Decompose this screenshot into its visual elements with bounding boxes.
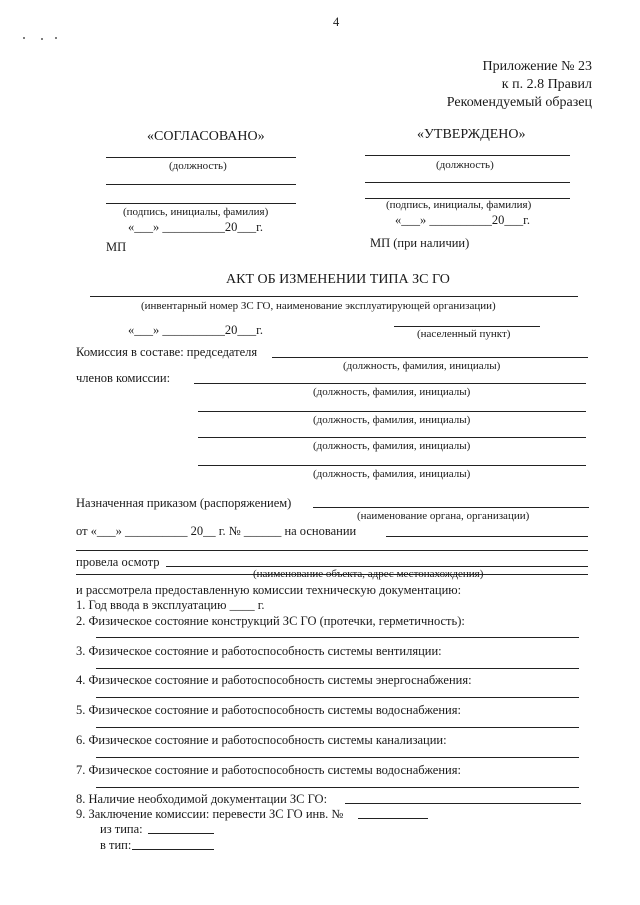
- item-7-line: [96, 787, 579, 788]
- member-line-1: [194, 383, 586, 384]
- item-9-line: [358, 818, 428, 819]
- approved-extra-line: [365, 182, 570, 183]
- item-4-line: [96, 697, 579, 698]
- to-type-line: [132, 849, 214, 850]
- page-number: 4: [333, 15, 340, 29]
- agreed-date: «___» __________20___г.: [128, 220, 263, 234]
- inventory-line: [90, 296, 578, 297]
- appendix-line-1: Приложение № 23: [482, 59, 592, 74]
- item-2: 2. Физическое состояние конструкций ЗС ГО (протечки, герметичность):: [76, 614, 465, 628]
- settlement-line: [394, 326, 540, 327]
- to-type-label: в тип:: [100, 838, 132, 852]
- member-caption-1: (должность, фамилия, инициалы): [313, 386, 471, 398]
- act-title: АКТ ОБ ИЗМЕНЕНИИ ТИПА ЗС ГО: [226, 272, 450, 287]
- item-8: 8. Наличие необходимой документации ЗС ГО:: [76, 792, 328, 806]
- scan-speck: [41, 38, 43, 40]
- item-1: 1. Год ввода в эксплуатацию ____ г.: [76, 598, 265, 612]
- reviewed-text: и рассмотрела предоставленную комиссии техническую документацию:: [76, 583, 462, 597]
- item-4: 4. Физическое состояние и работоспособность системы энергоснабжения:: [76, 673, 472, 687]
- from-type-label: из типа:: [100, 822, 143, 836]
- object-line: [166, 566, 588, 567]
- from-type-line: [148, 833, 214, 834]
- item-6: 6. Физическое состояние и работоспособность системы канализации:: [76, 733, 447, 747]
- order-caption: (наименование органа, организации): [357, 510, 530, 522]
- chair-line: [272, 357, 588, 358]
- member-caption-4: (должность, фамилия, инициалы): [313, 468, 471, 480]
- item-3: 3. Физическое состояние и работоспособность системы вентиляции:: [76, 644, 442, 658]
- members-label: членов комиссии:: [76, 371, 171, 385]
- appendix-line-3: Рекомендуемый образец: [446, 95, 592, 110]
- agreed-position-line: [106, 157, 296, 158]
- inventory-caption: (инвентарный номер ЗС ГО, наименование эксплуатирующей организации): [141, 300, 496, 312]
- approved-position-line: [365, 155, 570, 156]
- agreed-position-caption: (должность): [169, 160, 227, 172]
- approved-seal: МП (при наличии): [370, 236, 470, 250]
- approved-date: «___» __________20___г.: [395, 213, 530, 227]
- commission-label: Комиссия в составе: председателя: [76, 345, 258, 359]
- agreed-signature-caption: (подпись, инициалы, фамилия): [123, 206, 269, 218]
- object-caption: (наименование объекта, адрес местонахождения): [253, 568, 484, 580]
- order-from-line: от «___» __________ 20__ г. № ______ на основании: [76, 524, 357, 538]
- appendix-line-2: к п. 2.8 Правил: [501, 77, 592, 92]
- agreed-signature-line: [106, 203, 296, 204]
- basis-line-2: [76, 550, 588, 551]
- item-9: 9. Заключение комиссии: перевести ЗС ГО инв. №: [76, 807, 344, 821]
- member-caption-3: (должность, фамилия, инициалы): [313, 440, 471, 452]
- order-line: [313, 507, 589, 508]
- item-7: 7. Физическое состояние и работоспособность системы водоснабжения:: [76, 763, 461, 777]
- scan-speck: [55, 37, 57, 39]
- approved-position-caption: (должность): [436, 159, 494, 171]
- act-date: «___» __________20___г.: [128, 323, 263, 337]
- inspection-label: провела осмотр: [76, 555, 160, 569]
- settlement-caption: (населенный пункт): [417, 328, 511, 340]
- approved-title: «УТВЕРЖДЕНО»: [417, 127, 526, 142]
- agreed-extra-line: [106, 184, 296, 185]
- basis-line: [386, 536, 588, 537]
- approved-signature-caption: (подпись, инициалы, фамилия): [386, 199, 532, 211]
- item-2-line: [96, 637, 579, 638]
- member-caption-2: (должность, фамилия, инициалы): [313, 414, 471, 426]
- agreed-title: «СОГЛАСОВАНО»: [147, 129, 265, 144]
- item-8-line: [345, 803, 581, 804]
- chair-caption: (должность, фамилия, инициалы): [343, 360, 501, 372]
- item-5: 5. Физическое состояние и работоспособность системы водоснабжения:: [76, 703, 461, 717]
- item-6-line: [96, 757, 579, 758]
- agreed-seal: МП: [106, 240, 127, 254]
- order-label: Назначенная приказом (распоряжением): [76, 496, 292, 510]
- member-line-2: [198, 411, 586, 412]
- scan-speck: [23, 37, 25, 39]
- item-3-line: [96, 668, 579, 669]
- member-line-4: [198, 465, 586, 466]
- member-line-3: [198, 437, 586, 438]
- item-5-line: [96, 727, 579, 728]
